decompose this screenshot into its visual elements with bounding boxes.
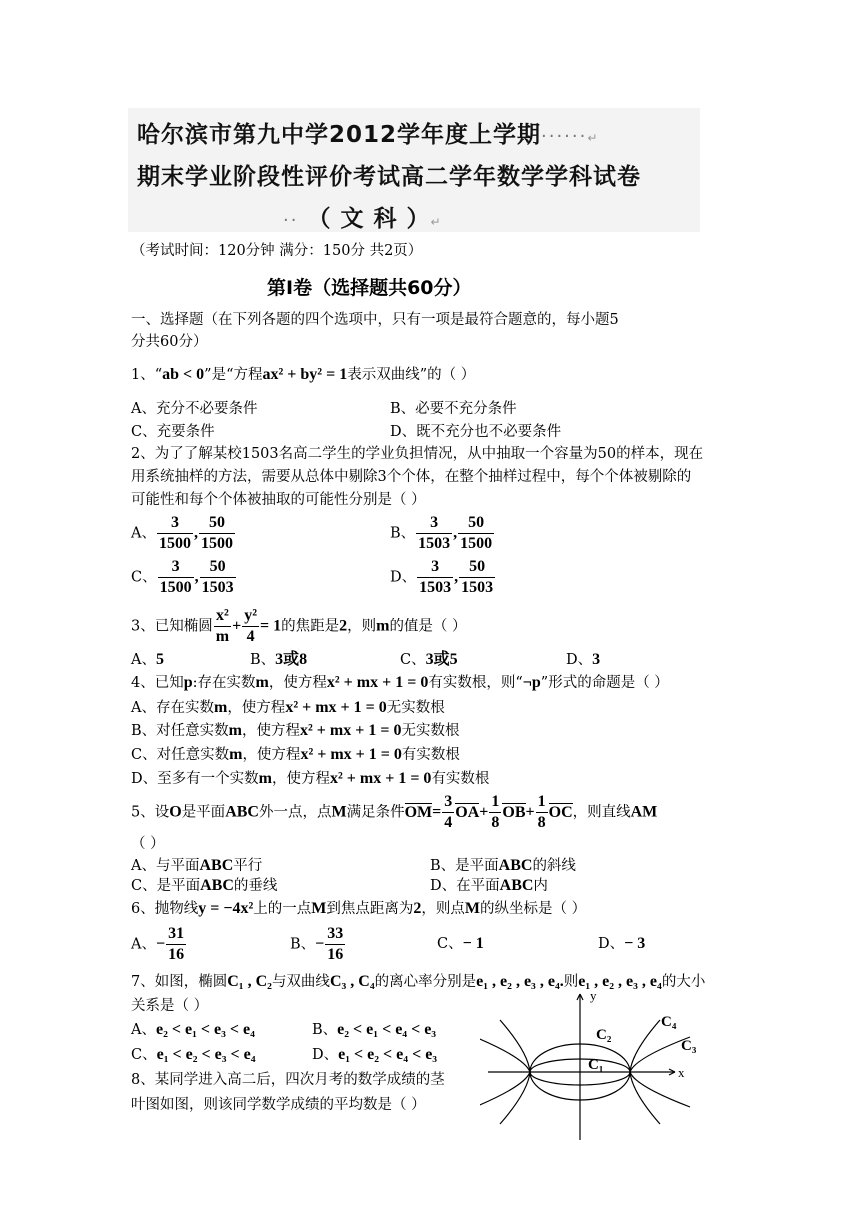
q4-option-d: D、至多有一个实数m，使方程x² + mx + 1 = 0有实数根: [131, 770, 490, 787]
title-line-3: ·· （ 文 科 ）↵: [283, 206, 442, 232]
q5-option-b: B、是平面ABC的斜线: [430, 857, 576, 874]
q7-line2: 关系是（ ）: [131, 998, 209, 1014]
q2-line3: 可能性和每个个体被抽取的可能性分别是（ ）: [131, 492, 426, 508]
q8-line2: 叶图如图，则该同学数学成绩的平均数是（ ）: [131, 1097, 426, 1113]
label-c1: C₁: [588, 1057, 604, 1073]
label-c3: C₃: [681, 1038, 697, 1054]
conic-figure: [480, 980, 730, 1145]
q1-stem: 1、“ab < 0”是“方程ax² + by² = 1表示双曲线”的（ ）: [131, 366, 476, 383]
q5-option-a: A、与平面ABC平行: [131, 857, 263, 874]
q3-stem: 3、已知椭圆 $\frac{\text{x²}}{m}$ + $\frac{\text{y²}}{4}$ = 1的焦距是2，则m的值是（ ）: [131, 607, 467, 645]
q7-option-a: A、e₂ < e₁ < e₃ < e₄: [131, 1021, 255, 1038]
q1-option-b: B、必要不充分条件: [390, 401, 517, 417]
section-one-line1: 一、选择题（在下列各题的四个选项中，只有一项是最符合题意的，每小题5: [131, 312, 619, 328]
q6-option-d: D、− 3: [598, 935, 646, 952]
q4-option-b: B、对任意实数m，使方程x² + mx + 1 = 0无实数根: [131, 722, 460, 739]
q3-option-b: B、3或8: [250, 651, 308, 668]
q5-option-d: D、在平面ABC内: [430, 877, 548, 894]
q6-stem: 6、抛物线y = −4x²上的一点M到焦点距离为2，则点M的纵坐标是（ ）: [131, 900, 587, 917]
section-one-line2: 分共60分）: [131, 334, 208, 350]
q4-option-a: A、存在实数m，使方程x² + mx + 1 = 0无实数根: [131, 699, 445, 716]
q2-option-c: C、 $\frac{3}{1500}$ , $\frac{50}{1503}$: [131, 558, 234, 596]
q7-option-d: D、e₁ < e₂ < e₄ < e₃: [312, 1046, 438, 1063]
q4-option-c: C、对任意实数m，使方程x² + mx + 1 = 0有实数根: [131, 746, 460, 763]
q2-option-a: A、 $\frac{3}{1500}$ , $\frac{50}{1500}$: [131, 514, 233, 552]
q6-option-c: C、− 1: [437, 935, 484, 952]
q7-stem: 7、如图，椭圆C₁ , C₂与双曲线C₃ , C₄的离心率分别是e₁ , e₂ , e₃ , e₄.则e₁ , e₂ , e₃ , e₄的大小: [131, 973, 706, 990]
q2-line1: 2、为了了解某校1503名高二学生的学业负担情况，从中抽取一个容量为50的样本，现在: [131, 446, 704, 462]
q8-line1: 8、某同学进入高二后，四次月考的数学成绩的茎: [131, 1072, 445, 1088]
q5-stem: 5、设O是平面ABC外一点，点M满足条件OM= $\frac{3}{4}$ OA+ $\frac{1}{8}$ OB+ $\frac{1}{8}$ OC，则直线AM: [131, 793, 658, 831]
label-c2: C₂: [596, 1027, 612, 1043]
x-axis-label: x: [678, 1065, 685, 1080]
q3-option-a: A、5: [131, 651, 164, 668]
q3-option-c: C、3或5: [400, 651, 458, 668]
y-axis-label: y: [590, 988, 597, 1003]
title-line-2: 期末学业阶段性评价考试高二学年数学学科试卷: [137, 164, 641, 190]
q1-option-c: C、充要条件: [131, 424, 215, 440]
q5-option-c: C、是平面ABC的垂线: [131, 877, 278, 894]
q6-option-a: A、− $\frac{31}{16}$: [131, 925, 185, 963]
q1-option-a: A、充分不必要条件: [131, 401, 258, 417]
q2-option-d: D、 $\frac{3}{1503}$ , $\frac{50}{1503}$: [390, 558, 494, 596]
q7-option-b: B、e₂ < e₁ < e₄ < e₃: [312, 1021, 437, 1038]
q3-option-d: D、3: [566, 651, 601, 668]
q2-line2: 用系统抽样的方法，需要从总体中剔除3个个体，在整个抽样过程中，每个个体被剔除的: [131, 469, 692, 485]
part-title: 第Ⅰ卷（选择题共60分）: [267, 277, 472, 299]
q5-paren: （ ）: [131, 836, 165, 852]
q4-stem: 4、已知p:存在实数m，使方程x² + mx + 1 = 0有实数根，则“¬p”形式的命题是（ ）: [131, 674, 669, 691]
exam-info: （考试时间：120分钟 满分：150分 共2页）: [131, 243, 423, 259]
q2-option-b: B、 $\frac{3}{1503}$ , $\frac{50}{1500}$: [390, 514, 493, 552]
title-line-1: 哈尔滨市第九中学2012学年度上学期······↵: [137, 122, 599, 148]
label-c4: C₄: [661, 1014, 677, 1030]
q6-option-b: B、− $\frac{33}{16}$: [290, 925, 344, 963]
q1-option-d: D、既不充分也不必要条件: [390, 424, 562, 440]
q7-option-c: C、e₁ < e₂ < e₃ < e₄: [131, 1046, 256, 1063]
